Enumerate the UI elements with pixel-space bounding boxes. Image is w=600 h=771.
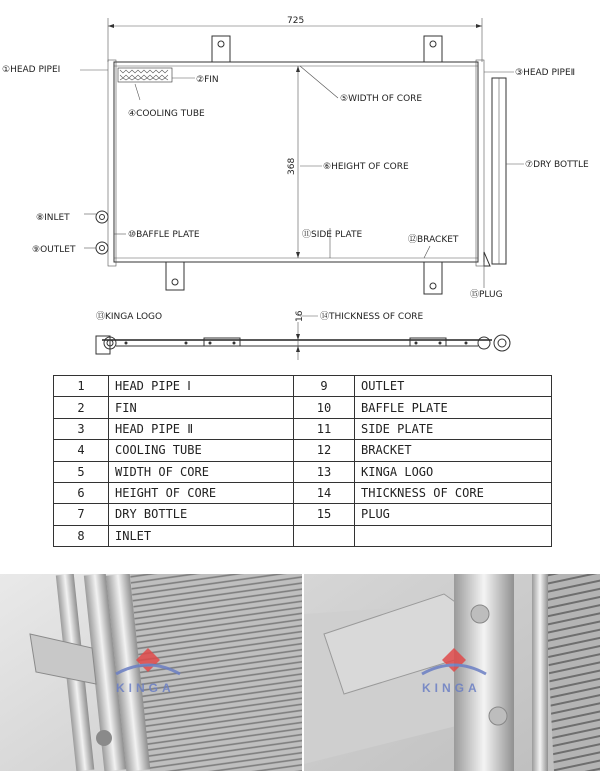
part-number: 2 — [54, 397, 109, 418]
part-name: DRY BOTTLE — [109, 504, 294, 525]
callout-baffle-plate: ⑩BAFFLE PLATE — [128, 230, 200, 240]
fin-pattern — [118, 68, 172, 82]
part-name: FIN — [109, 397, 294, 418]
part-name: SIDE PLATE — [355, 418, 552, 439]
part-number: 1 — [54, 376, 109, 397]
part-name: INLET — [109, 525, 294, 546]
part-name: HEAD PIPE Ⅱ — [109, 418, 294, 439]
dry-bottle — [484, 78, 506, 266]
part-number: 3 — [54, 418, 109, 439]
parts-table — [53, 375, 552, 547]
callout-cooling-tube: ④COOLING TUBE — [128, 109, 205, 119]
callout-head-pipe-1: ①HEAD PIPEⅠ — [2, 65, 61, 75]
table-row — [54, 440, 552, 461]
bottom-bracket-left — [166, 262, 184, 290]
callout-dry-bottle: ⑦DRY BOTTLE — [525, 160, 589, 170]
height-dimension-value: 368 — [287, 157, 297, 175]
bottom-bracket-right — [424, 262, 442, 294]
watermark-text: KINGA — [422, 681, 481, 695]
part-name: BRACKET — [355, 440, 552, 461]
table-row — [54, 482, 552, 503]
condenser-technical-drawing — [0, 0, 600, 365]
part-number: 14 — [294, 482, 355, 503]
watermark-text: KINGA — [116, 681, 175, 695]
part-name: WIDTH OF CORE — [109, 461, 294, 482]
table-row — [54, 461, 552, 482]
part-number: 7 — [54, 504, 109, 525]
callout-thickness-of-core: ⑭THICKNESS OF CORE — [320, 312, 424, 322]
part-name: PLUG — [355, 504, 552, 525]
table-row — [54, 504, 552, 525]
part-name: HEIGHT OF CORE — [109, 482, 294, 503]
callout-side-plate: ⑪SIDE PLATE — [302, 230, 363, 240]
callout-bracket: ⑫BRACKET — [408, 235, 459, 245]
part-name: OUTLET — [355, 376, 552, 397]
part-number: 6 — [54, 482, 109, 503]
callout-plug: ⑮PLUG — [470, 290, 503, 300]
callout-inlet: ⑧INLET — [36, 213, 70, 223]
callout-kinga-logo: ⑬KINGA LOGO — [96, 312, 163, 322]
part-number: 11 — [294, 418, 355, 439]
top-bracket-right — [424, 36, 442, 62]
part-number: 4 — [54, 440, 109, 461]
part-number: 9 — [294, 376, 355, 397]
product-photo-left — [0, 574, 302, 771]
callout-outlet: ⑨OUTLET — [32, 245, 76, 255]
part-name: THICKNESS OF CORE — [355, 482, 552, 503]
outlet-fitting — [84, 242, 108, 254]
part-number: 10 — [294, 397, 355, 418]
table-row — [54, 525, 552, 546]
part-name: KINGA LOGO — [355, 461, 552, 482]
callout-head-pipe-2: ③HEAD PIPEⅡ — [515, 68, 576, 78]
product-photo-right — [304, 574, 600, 771]
table-row — [54, 397, 552, 418]
part-number: 8 — [54, 525, 109, 546]
inlet-fitting — [84, 211, 108, 223]
table-row — [54, 376, 552, 397]
callout-width-of-core: ⑤WIDTH OF CORE — [340, 94, 423, 104]
part-name: COOLING TUBE — [109, 440, 294, 461]
callout-fin: ②FIN — [196, 75, 219, 85]
top-bracket-left — [212, 36, 230, 62]
width-dimension-value: 725 — [287, 16, 305, 26]
part-number: 5 — [54, 461, 109, 482]
part-number: 12 — [294, 440, 355, 461]
part-name: HEAD PIPE Ⅰ — [109, 376, 294, 397]
part-number — [294, 525, 355, 546]
table-row — [54, 418, 552, 439]
callout-height-of-core: ⑥HEIGHT OF CORE — [323, 162, 409, 172]
width-dimension — [108, 16, 482, 62]
thickness-dimension-value: 16 — [295, 310, 305, 322]
part-number: 15 — [294, 504, 355, 525]
part-name: BAFFLE PLATE — [355, 397, 552, 418]
leader-lines — [80, 66, 524, 316]
part-name — [355, 525, 552, 546]
part-number: 13 — [294, 461, 355, 482]
